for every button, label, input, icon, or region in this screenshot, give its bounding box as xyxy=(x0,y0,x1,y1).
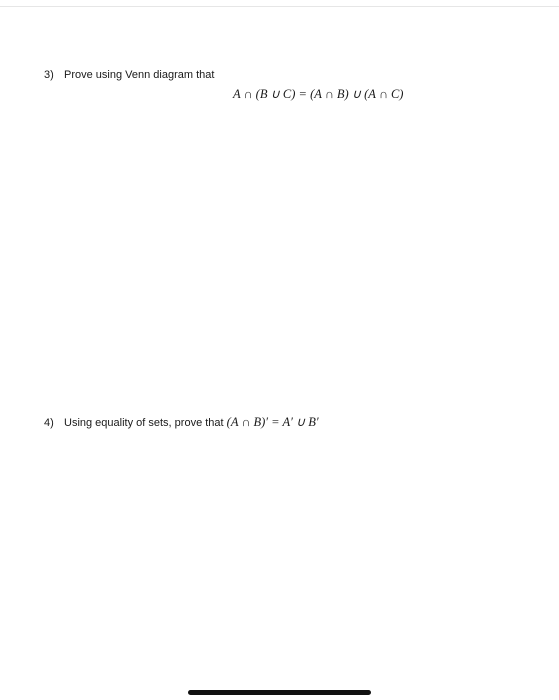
top-divider xyxy=(0,6,559,7)
home-indicator[interactable] xyxy=(188,690,371,695)
question-4-equation: (A ∩ B)′ = A′ ∪ B′ xyxy=(226,415,319,429)
question-3-equation: A ∩ (B ∪ C) = (A ∩ B) ∪ (A ∩ C) xyxy=(233,87,404,101)
question-3 xyxy=(44,69,214,81)
question-4-number: 4) xyxy=(44,417,54,429)
question-4 xyxy=(44,414,319,430)
question-3-number: 3) xyxy=(44,69,54,81)
question-3-text: Prove using Venn diagram that xyxy=(64,69,215,81)
question-4-text: Using equality of sets, prove that xyxy=(64,417,224,429)
